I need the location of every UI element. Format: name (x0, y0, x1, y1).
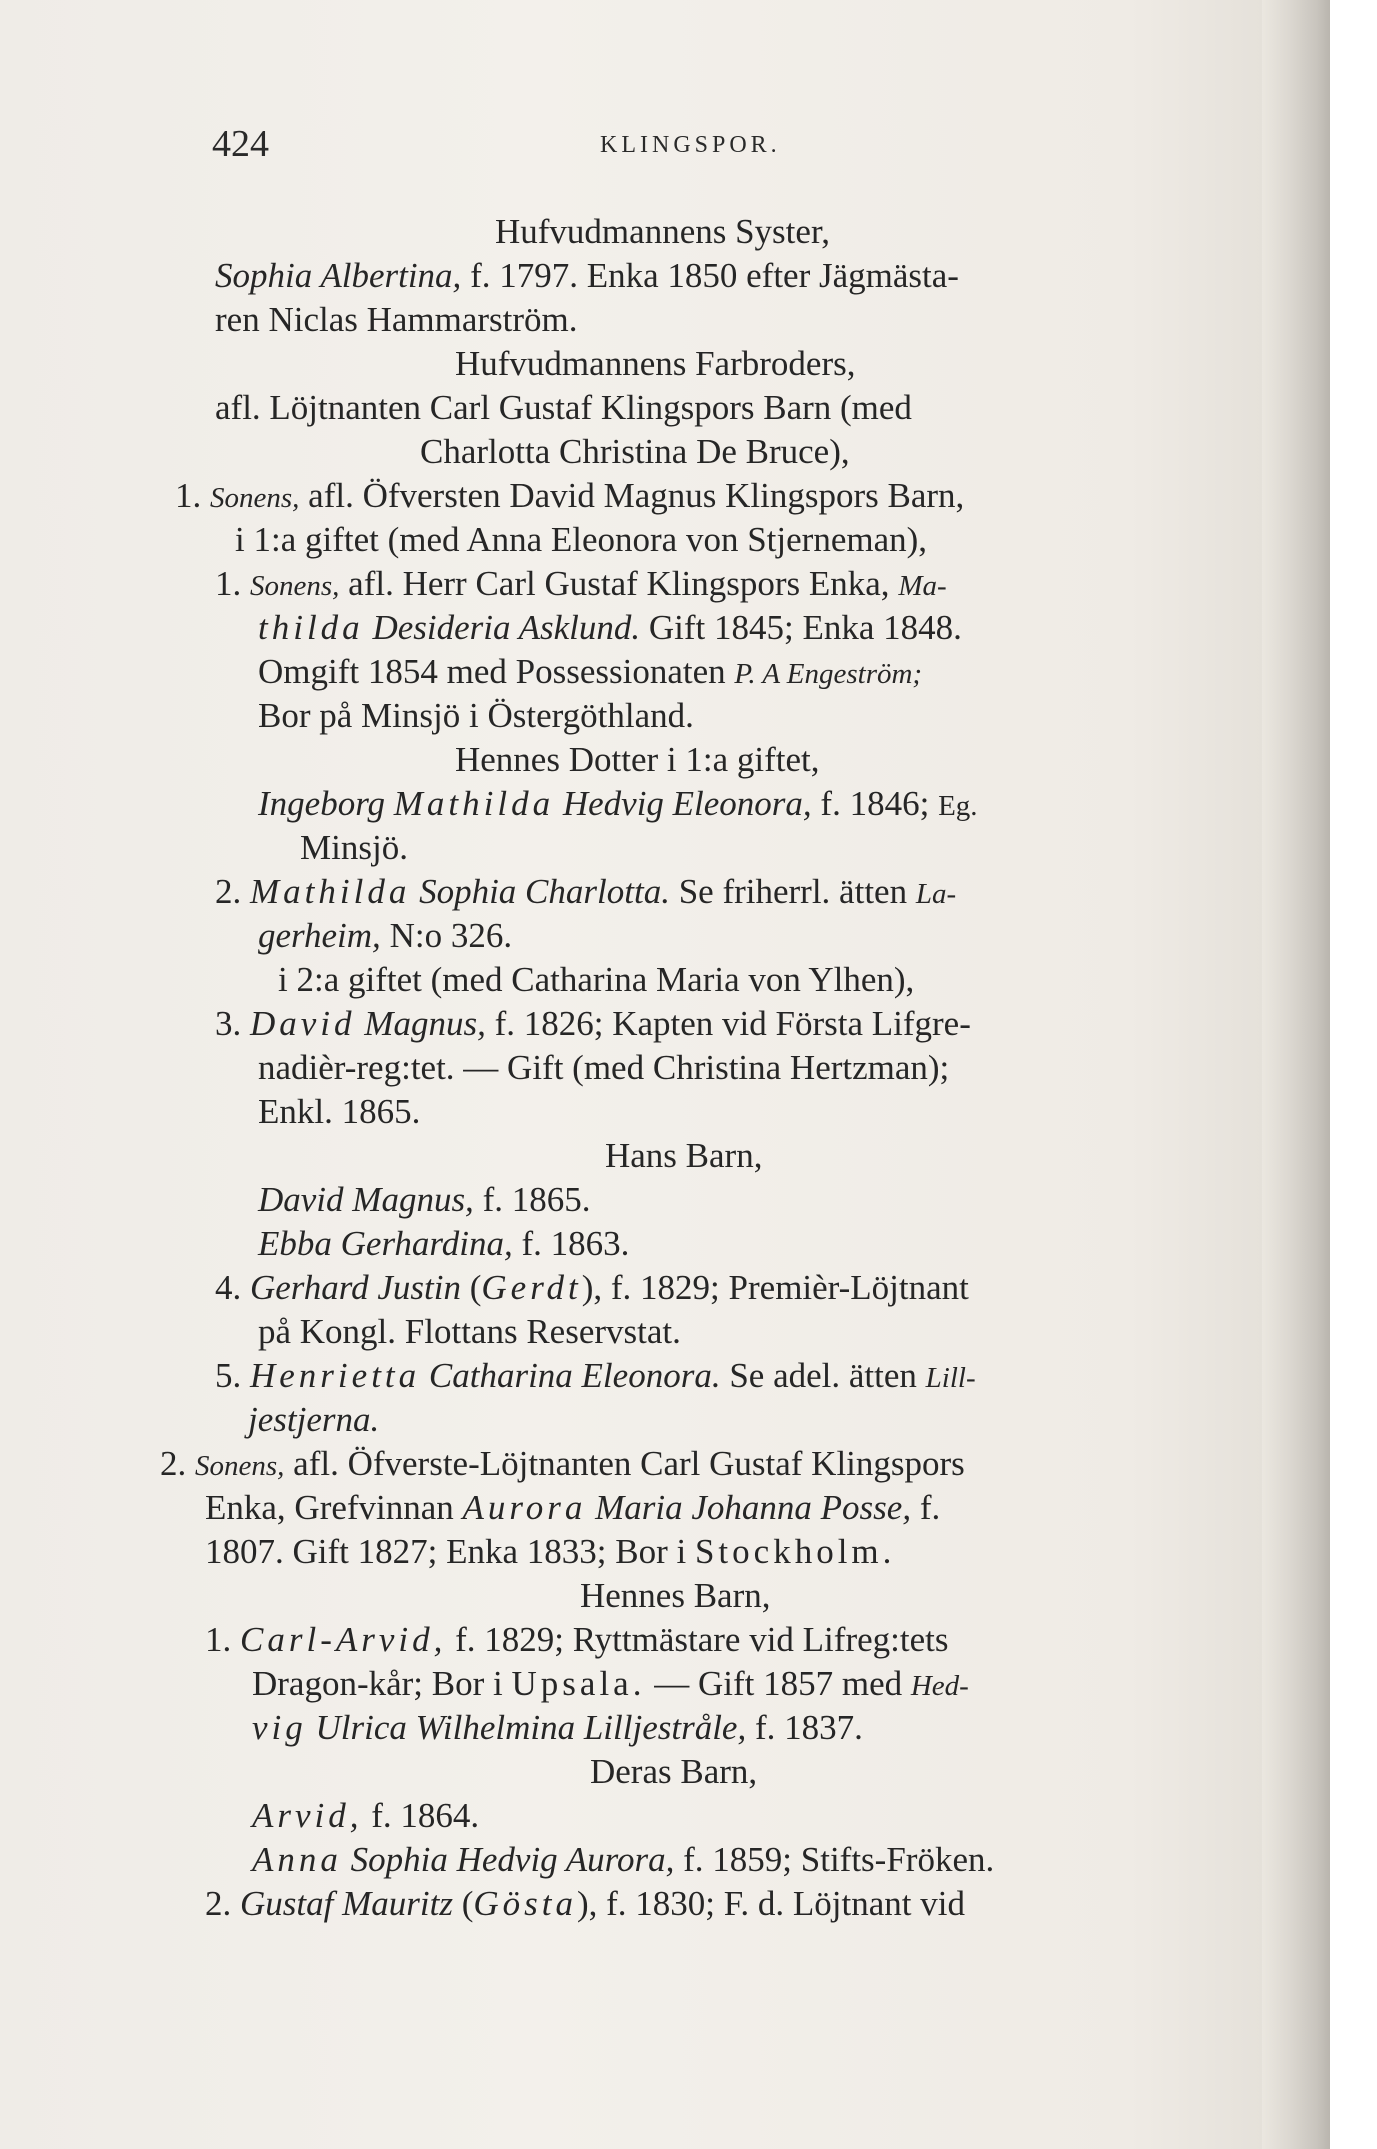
text-run: Bor på Minsjö i Östergöthland. (258, 696, 694, 735)
entry-number: 2. (215, 872, 250, 911)
text-line (455, 342, 855, 386)
text-run: La- (915, 878, 957, 910)
person-name: David Magnus, (258, 1180, 474, 1219)
person-name: Carl-Arvid, (240, 1620, 447, 1659)
text-run: gerheim, (258, 916, 381, 955)
scan-edge (1330, 0, 1377, 2149)
text-line (258, 694, 694, 738)
text-run: f. 1826; Kapten vid Första Lifgre- (485, 1004, 971, 1043)
entry-number: 5. (215, 1356, 250, 1395)
person-name: Ma- (898, 570, 947, 602)
text-line (248, 1398, 379, 1442)
text-line (278, 958, 914, 1002)
entry-number: 4. (215, 1268, 250, 1307)
text-line (580, 1574, 771, 1618)
text-line (215, 298, 578, 342)
person-name: Catharina Eleonora. (420, 1356, 721, 1395)
place-name: Stockholm. (694, 1532, 896, 1571)
text-line (252, 1794, 479, 1838)
entry-number: 3. (215, 1004, 250, 1043)
section-heading: Hennes Dotter i 1:a giftet, (455, 740, 820, 779)
text-line (258, 1046, 949, 1090)
text-run: Sonens, (250, 570, 340, 602)
text-run: Sonens, (195, 1450, 285, 1482)
person-name: Sophia Hedvig Aurora, (341, 1840, 675, 1879)
person-name: Hedvig Eleonora, (554, 784, 812, 823)
person-name: Maria Johanna Posse, (586, 1488, 912, 1527)
person-name: Ulrica Wilhelmina Lilljestråle, (306, 1708, 747, 1747)
text-run: Dragon-kår; Bor i (252, 1664, 512, 1703)
text-run: N:o 326. (380, 916, 513, 955)
person-name: P. A Engeström; (734, 658, 923, 690)
text-line (258, 1222, 629, 1266)
text-run: — Gift 1857 med (645, 1664, 911, 1703)
text-line (252, 1662, 969, 1708)
text-run: afl. Öfverste-Löjtnanten Carl Gustaf Klingspors (284, 1444, 965, 1483)
person-name: Ebba Gerhardina, (258, 1224, 513, 1263)
text-line (455, 738, 819, 782)
person-name: Aurora (462, 1488, 587, 1527)
text-line (215, 1354, 976, 1400)
text-run: ( (452, 1884, 474, 1923)
section-heading: Hufvudmannens Farbroders, (455, 344, 856, 383)
entry-number: 1. (215, 564, 250, 603)
text-line (258, 782, 978, 828)
person-name: Mathilda (393, 784, 555, 823)
text-run: Sonens, (210, 482, 300, 514)
person-name: Gerhard Justin (250, 1268, 461, 1307)
page-number: 424 (212, 123, 269, 165)
entry-number: 1. (175, 476, 210, 515)
text-run: f. 1846; (811, 784, 939, 823)
text-run: f. 1837. (746, 1708, 863, 1747)
text-run: i 1:a giftet (med Anna Eleonora von Stjerneman), (235, 520, 928, 559)
person-name: Magnus, (355, 1004, 486, 1043)
text-line (215, 386, 912, 430)
entry-number: 2. (160, 1444, 195, 1483)
person-name: Anna (252, 1840, 342, 1879)
place-name: Upsala. (511, 1664, 646, 1703)
person-name: Gerdt (481, 1268, 582, 1307)
text-line (205, 1882, 965, 1926)
person-name: Henrietta (250, 1356, 421, 1395)
text-run: Se friherrl. ätten (669, 872, 916, 911)
text-line (258, 606, 962, 650)
entry-number: 2. (205, 1884, 240, 1923)
text-run: i 2:a giftet (med Catharina Maria von Ylhen), (278, 960, 915, 999)
text-run: f. (911, 1488, 941, 1527)
person-name: Arvid, (252, 1796, 363, 1835)
text-run: f. 1865. (473, 1180, 591, 1219)
text-line (590, 1750, 757, 1794)
text-run: Lill- (925, 1362, 976, 1394)
text-line (258, 1178, 590, 1222)
text-line (258, 1310, 681, 1354)
text-run: Omgift 1854 med Possessionaten (258, 652, 735, 691)
text-run: afl. Öfversten David Magnus Klingspors Barn, (299, 476, 965, 515)
person-name: Mathilda (250, 872, 411, 911)
text-run: f. 1859; Stifts-Fröken. (674, 1840, 995, 1879)
text-line (300, 826, 408, 870)
text-line (258, 914, 512, 958)
text-run: afl. Löjtnanten Carl Gustaf Klingspors Barn (med (215, 388, 912, 427)
person-name: Hed- (910, 1670, 969, 1702)
text-run: Eg. (938, 790, 978, 822)
entry-number: 1. (205, 1620, 240, 1659)
text-run: ( (460, 1268, 482, 1307)
text-line (215, 254, 959, 298)
text-run: f. 1829; Ryttmästare vid Lifreg:tets (446, 1620, 949, 1659)
person-name: Gösta (473, 1884, 577, 1923)
text-line (258, 650, 922, 696)
person-name: Sophia Albertina, (215, 256, 462, 295)
text-line (252, 1838, 994, 1882)
text-run: Gift 1845; Enka 1848. (640, 608, 962, 647)
text-line (205, 1618, 948, 1662)
text-line (160, 1442, 965, 1488)
text-run: på Kongl. Flottans Reservstat. (258, 1312, 681, 1351)
person-name: David (250, 1004, 356, 1043)
text-run: Se adel. ätten (720, 1356, 926, 1395)
text-line (205, 1486, 940, 1530)
text-run: ren Niclas Hammarström. (215, 300, 578, 339)
text-run: ), f. 1830; F. d. Löjtnant vid (576, 1884, 965, 1923)
section-heading: Hans Barn, (605, 1136, 763, 1175)
text-run: f. 1864. (362, 1796, 480, 1835)
text-run: Minsjö. (300, 828, 408, 867)
running-head: KLINGSPOR. (600, 132, 781, 158)
section-heading: Deras Barn, (590, 1752, 758, 1791)
text-run: jestjerna. (248, 1400, 380, 1439)
text-run: 1807. Gift 1827; Enka 1833; Bor i (205, 1532, 695, 1571)
text-line (205, 1530, 895, 1574)
text-line (215, 1266, 969, 1310)
person-name: Sophia Charlotta. (410, 872, 670, 911)
text-run: f. 1863. (512, 1224, 630, 1263)
text-run: f. 1797. Enka 1850 efter Jägmästa- (461, 256, 959, 295)
text-line (215, 870, 956, 916)
text-line (252, 1706, 863, 1750)
text-line (175, 474, 964, 520)
text-line (258, 1090, 420, 1134)
text-run: nadièr-reg:tet. — Gift (med Christina Hertzman); (258, 1048, 950, 1087)
text-line (215, 1002, 971, 1046)
text-run: afl. Herr Carl Gustaf Klingspors Enka, (339, 564, 899, 603)
text-line (235, 518, 927, 562)
text-line (605, 1134, 762, 1178)
person-name: Gustaf Mauritz (240, 1884, 453, 1923)
section-heading: Hufvudmannens Syster, (495, 212, 830, 251)
text-run: Charlotta Christina De Bruce), (420, 432, 850, 471)
section-heading: Hennes Barn, (580, 1576, 771, 1615)
text-run: Enkl. 1865. (258, 1092, 421, 1131)
person-name: Desideria Asklund. (363, 608, 641, 647)
text-run: ), f. 1829; Premièr-Löjtnant (581, 1268, 969, 1307)
text-line (420, 430, 850, 474)
text-run: Enka, Grefvinnan (205, 1488, 463, 1527)
text-line (495, 210, 830, 254)
person-name: thilda (258, 608, 364, 647)
text-line (215, 562, 947, 608)
person-name: vig (252, 1708, 307, 1747)
person-name: Ingeborg (258, 784, 394, 823)
